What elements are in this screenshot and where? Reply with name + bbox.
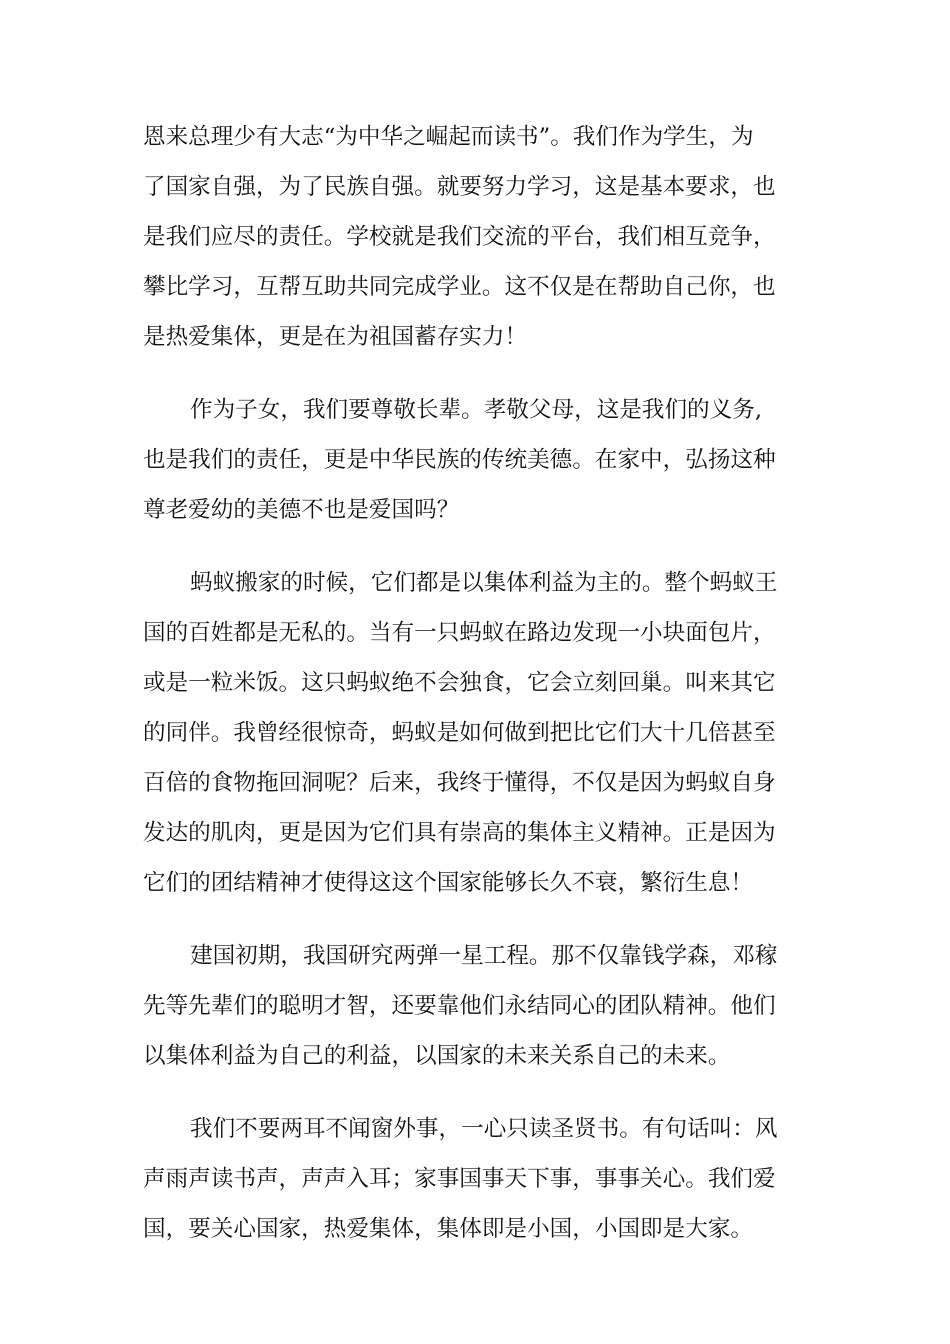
text-line: 蚂蚁搬家的时候，它们都是以集体利益为主的。整个蚂蚁王 <box>190 570 778 596</box>
text-line: 先等先辈们的聪明才智，还要靠他们永结同心的团队精神。他们 <box>143 993 776 1019</box>
text-line: 尊老爱幼的美德不也是爱国吗？ <box>143 497 460 523</box>
text-line: 是我们应尽的责任。学校就是我们交流的平台，我们相互竞争， <box>143 224 776 250</box>
text-line: 国，要关心国家，热爱集体，集体即是小国，小国即是大家。 <box>143 1216 754 1242</box>
paragraph-spacer <box>143 1081 808 1104</box>
text-line: 是热爱集体，更是在为祖国蓄存实力！ <box>143 324 528 350</box>
text-line: 也是我们的责任，更是中华民族的传统美德。在家中，弘扬这种 <box>143 447 776 473</box>
text-line: 我们不要两耳不闻窗外事，一心只读圣贤书。有句话叫：风 <box>190 1116 778 1142</box>
text-line: 攀比学习，互帮互助共同完成学业。这不仅是在帮助自己你，也 <box>143 274 776 300</box>
text-line: 声雨声读书声，声声入耳；家事国事天下事，事事关心。我们爱 <box>143 1166 776 1192</box>
text-line: 了国家自强，为了民族自强。就要努力学习，这是基本要求，也 <box>143 174 776 200</box>
paragraph-3 <box>143 558 808 908</box>
text-line: 发达的肌肉，更是因为它们具有崇高的集体主义精神。正是因为 <box>143 820 776 846</box>
document-body <box>143 112 808 1254</box>
text-line: 百倍的食物拖回洞呢？后来，我终于懂得，不仅是因为蚂蚁自身 <box>143 770 776 796</box>
paragraph-spacer <box>143 362 808 385</box>
text-line: 作为子女，我们要尊敬长辈。孝敬父母，这是我们的义务, <box>190 397 763 423</box>
text-line: 它们的团结精神才使得这这个国家能够长久不衰，繁衍生息！ <box>143 870 754 896</box>
paragraph-spacer <box>143 535 808 558</box>
text-line: 或是一粒米饭。这只蚂蚁绝不会独食，它会立刻回巢。叫来其它 <box>143 670 776 696</box>
text-line: 以集体利益为自己的利益，以国家的未来关系自己的未来。 <box>143 1043 731 1069</box>
paragraph-spacer <box>143 908 808 931</box>
paragraph-2 <box>143 385 808 535</box>
paragraph-4 <box>143 931 808 1081</box>
text-line: 恩来总理少有大志“为中华之崛起而读书”。我们作为学生，为 <box>143 124 754 150</box>
text-line: 建国初期，我国研究两弹一星工程。那不仅靠钱学森，邓稼 <box>190 943 778 969</box>
text-line: 的同伴。我曾经很惊奇，蚂蚁是如何做到把比它们大十几倍甚至 <box>143 720 776 746</box>
paragraph-5 <box>143 1104 808 1254</box>
paragraph-1 <box>143 112 808 362</box>
text-line: 国的百姓都是无私的。当有一只蚂蚁在路边发现一小块面包片， <box>143 620 776 646</box>
